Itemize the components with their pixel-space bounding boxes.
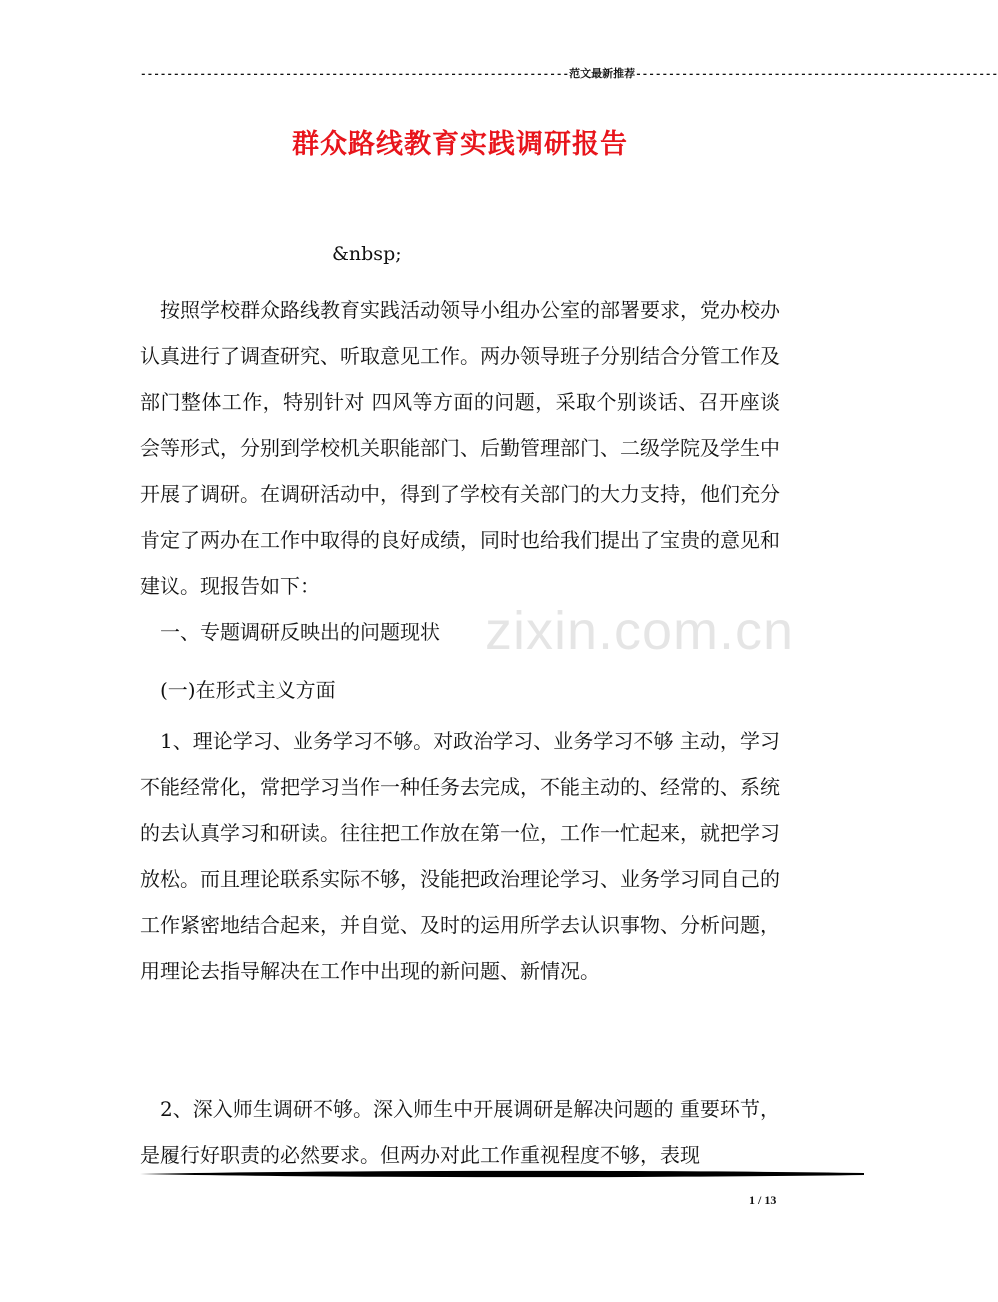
footer-rule (140, 1167, 864, 1181)
subsection-heading-1: (一)在形式主义方面 (160, 678, 336, 702)
header-banner: -----------------------------------------------------------------范文最新推荐------------------------------------------------------- (140, 69, 998, 81)
paragraph-item-1: 1、理论学习、业务学习不够。对政治学习、业务学习不够 主动，学习不能经常化，常把学习当作一种任务去完成，不能主动的、经常的、系统的去认真学习和研读。往往把工作放在第一位，工作一忙起来，就把学习放松。而且理论联系实际不够，没能把政治理论学习、业务学习同自己的工作紧密地结合起来，并自觉、及时的运用所学去认识事物、分析问题，用理论去指导解决在工作中出现的新问题、新情况。 (140, 729, 780, 983)
watermark-text: zixin.com.cn (485, 601, 795, 661)
page-number: 1 / 13 (749, 1193, 777, 1207)
paragraph-intro: 按照学校群众路线教育实践活动领导小组办公室的部署要求，党办校办认真进行了调查研究、听取意见工作。两办领导班子分别结合分管工作及部门整体工作，特别针对 四风等方面的问题，采取个别谈话、召开座谈会等形式，分别到学校机关职能部门、后勤管理部门、二级学院及学生中开展了调研。在调研活动中，得到了学校有关部门的大力支持，他们充分肯定了两办在工作中取得的良好成绩，同时也给我们提出了宝贵的意见和建议。现报告如下： (140, 298, 780, 598)
nbsp-artifact-text: &nbsp; (332, 243, 402, 265)
section-heading-1: 一、专题调研反映出的问题现状 (160, 620, 440, 644)
document-title: 群众路线教育实践调研报告 (292, 129, 628, 160)
paragraph-item-2: 2、深入师生调研不够。深入师生中开展调研是解决问题的 重要环节，是履行好职责的必然要求。但两办对此工作重视程度不够，表现 (140, 1097, 780, 1167)
